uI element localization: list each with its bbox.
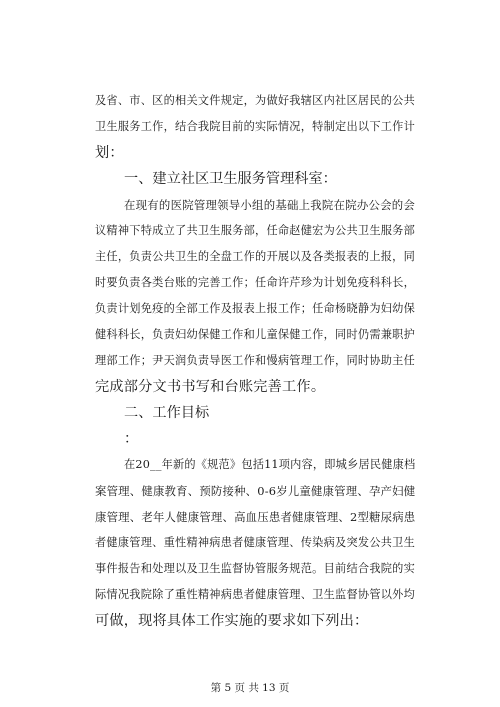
section2-line-5: 事件报告和处理以及卫生监督协管服务规范。目前结合我院的实: [95, 562, 415, 575]
section1-line-2: 议精神下特成立了共卫生服务部，任命赵健宏为公共卫生服务部: [95, 224, 415, 237]
section1-line-7: 理部工作；尹天润负责导医工作和慢病管理工作，同时协助主任: [95, 354, 415, 367]
section2-colon: ：: [124, 431, 139, 447]
section1-line-5: 负责计划免疫的全部工作及报表上报工作；任命杨晓静为妇幼保: [95, 302, 415, 315]
intro-line-1: 及省、市、区的相关文件规定，为做好我辖区内社区居民的公共: [95, 94, 415, 107]
page-number-footer: 第 5 页 共 13 页: [210, 682, 290, 694]
section2-line-1: 在20__年新的《规范》包括11项内容，即城乡居民健康档: [124, 458, 416, 471]
section1-line-4: 时要负责各类台账的完善工作；任命许芹珍为计划免疫科科长，: [95, 276, 415, 289]
section2-line-3: 康管理、老年人健康管理、高血压患者健康管理、2型糖尿病患: [95, 510, 416, 524]
section1-line-1: 在现有的医院管理领导小组的基础上我院在院办公会的会: [124, 198, 415, 212]
section1-line-8: 完成部分文书书写和台账完善工作。: [95, 379, 326, 395]
section-heading-2: 二、工作目标: [124, 405, 210, 421]
section1-line-6: 健科科长，负责妇幼保健工作和儿童保健工作，同时仍需兼职护: [95, 328, 415, 341]
section1-line-3: 主任，负责公共卫生的全盘工作的开展以及各类报表的上报，同: [95, 250, 415, 263]
section-heading-1: 一、建立社区卫生服务管理科室：: [124, 171, 337, 187]
intro-line-2: 卫生服务工作，结合我院目前的实际情况，特制定出以下工作计: [95, 120, 415, 133]
section2-line-4: 者健康管理、重性精神病患者健康管理、传染病及突发公共卫生: [95, 536, 415, 549]
section2-line-6: 际情况我院除了重性精神病患者健康管理、卫生监督协管以外均: [95, 588, 415, 601]
section2-line-2: 案管理、健康教育、预防接种、0-6岁儿童健康管理、孕产妇健: [95, 484, 416, 498]
intro-line-3: 划：: [95, 145, 124, 161]
section2-line-7: 可做，现将具体工作实施的要求如下列出：: [95, 613, 369, 629]
